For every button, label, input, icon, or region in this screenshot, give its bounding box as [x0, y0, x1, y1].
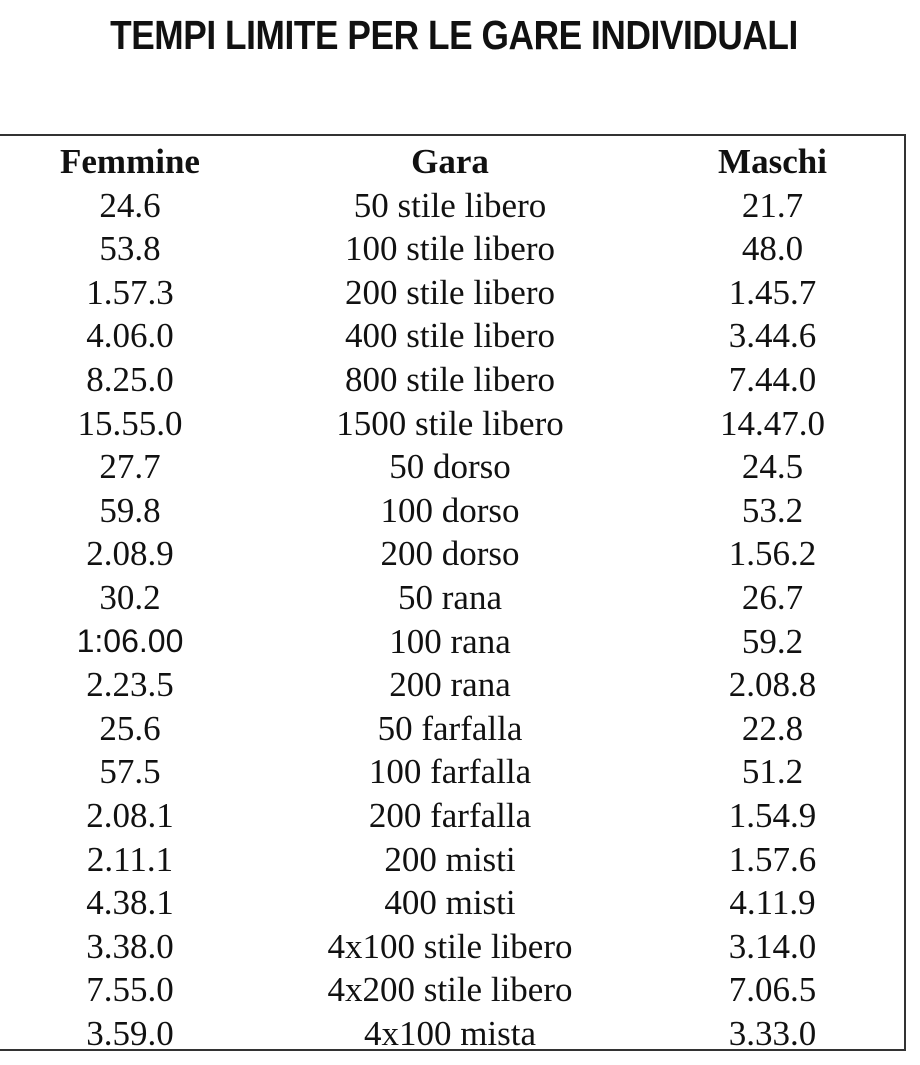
table-row	[0, 358, 904, 402]
cell-maschi: 1.57.6	[728, 839, 817, 879]
cell-femmine: 25.6	[99, 708, 161, 748]
cell-gara: 50 dorso	[389, 447, 511, 487]
cell-femmine: 3.59.0	[86, 1014, 174, 1053]
cell-maschi: 3.44.6	[728, 316, 817, 356]
cell-maschi: 3.14.0	[728, 926, 817, 966]
cell-maschi: 26.7	[741, 578, 804, 617]
table-row	[0, 663, 904, 707]
cell-gara: 200 stile libero	[345, 272, 555, 312]
cell-gara: 400 misti	[384, 883, 516, 923]
cell-maschi: 1.45.7	[728, 272, 817, 312]
cell-femmine: 4.06.0	[86, 316, 174, 356]
cell-maschi: 2.08.8	[728, 665, 817, 705]
cell-femmine: 30.2	[99, 578, 161, 617]
cell-femmine: 3.38.0	[86, 926, 174, 966]
cell-gara: 100 farfalla	[368, 752, 532, 792]
cell-femmine: 2.08.9	[86, 534, 174, 574]
cell-maschi: 1.56.2	[728, 534, 817, 574]
cell-gara: 100 dorso	[380, 490, 520, 530]
cell-maschi: 7.06.5	[728, 970, 817, 1010]
cell-maschi: 22.8	[741, 708, 804, 748]
cell-maschi: 48.0	[741, 229, 804, 269]
table-row	[0, 838, 904, 882]
cell-maschi: 3.33.0	[728, 1014, 817, 1053]
cell-femmine: 2.11.1	[86, 839, 174, 879]
table-row	[0, 445, 904, 489]
cell-maschi: 24.5	[741, 447, 804, 487]
cell-gara: 50 rana	[398, 578, 502, 617]
page-title: TEMPI LIMITE PER LE GARE INDIVIDUALI	[110, 12, 798, 58]
cell-gara: 4x100 stile libero	[327, 926, 573, 966]
table-header-row	[0, 140, 904, 184]
cell-femmine: 15.55.0	[77, 403, 183, 443]
table-row	[0, 968, 904, 1012]
cell-gara: 50 farfalla	[377, 708, 523, 748]
cell-gara: 1500 stile libero	[336, 403, 564, 443]
table-row	[0, 271, 904, 315]
cell-maschi: 53.2	[741, 490, 804, 530]
header-gara: Gara	[411, 142, 489, 181]
cell-gara: 200 farfalla	[368, 796, 532, 835]
cell-maschi: 59.2	[741, 621, 804, 661]
cell-gara: 100 stile libero	[345, 229, 555, 269]
table-row	[0, 707, 904, 751]
table-row	[0, 314, 904, 358]
table-row	[0, 489, 904, 533]
cell-maschi: 1.54.9	[728, 796, 817, 835]
cell-femmine: 2.08.1	[86, 796, 174, 835]
cell-femmine: 4.38.1	[86, 883, 174, 923]
table-row	[0, 402, 904, 446]
cell-maschi: 51.2	[741, 752, 804, 792]
time-limits-table	[0, 134, 906, 1051]
cell-femmine: 2.23.5	[86, 665, 174, 705]
cell-femmine: 53.8	[99, 229, 161, 269]
cell-maschi: 14.47.0	[720, 403, 825, 443]
cell-femmine: 59.8	[99, 490, 161, 530]
table-row	[0, 227, 904, 271]
cell-femmine: 57.5	[99, 752, 161, 792]
table-row	[0, 794, 904, 838]
table-row	[0, 925, 904, 969]
cell-femmine: 1.57.3	[86, 272, 174, 312]
cell-femmine: 1:06.00	[76, 622, 184, 659]
table-row	[0, 620, 904, 664]
table-row	[0, 1012, 904, 1056]
cell-gara: 100 rana	[389, 621, 511, 661]
table-row	[0, 881, 904, 925]
table-row	[0, 750, 904, 794]
header-femmine: Femmine	[60, 142, 200, 181]
cell-gara: 200 rana	[389, 665, 511, 705]
table-row	[0, 184, 904, 228]
cell-maschi: 4.11.9	[729, 883, 816, 923]
cell-gara: 200 misti	[384, 839, 516, 879]
cell-gara: 800 stile libero	[345, 360, 555, 399]
header-maschi: Maschi	[718, 142, 827, 181]
cell-maschi: 21.7	[741, 185, 804, 225]
table-row	[0, 576, 904, 620]
cell-gara: 50 stile libero	[353, 185, 547, 225]
cell-gara: 4x200 stile libero	[327, 970, 573, 1010]
cell-femmine: 8.25.0	[86, 360, 174, 399]
cell-gara: 200 dorso	[380, 534, 520, 574]
cell-femmine: 27.7	[99, 447, 161, 487]
cell-femmine: 7.55.0	[86, 970, 174, 1010]
table-row	[0, 532, 904, 576]
cell-gara: 400 stile libero	[345, 316, 555, 356]
cell-gara: 4x100 mista	[363, 1014, 537, 1053]
cell-femmine: 24.6	[99, 185, 161, 225]
cell-maschi: 7.44.0	[728, 360, 817, 399]
